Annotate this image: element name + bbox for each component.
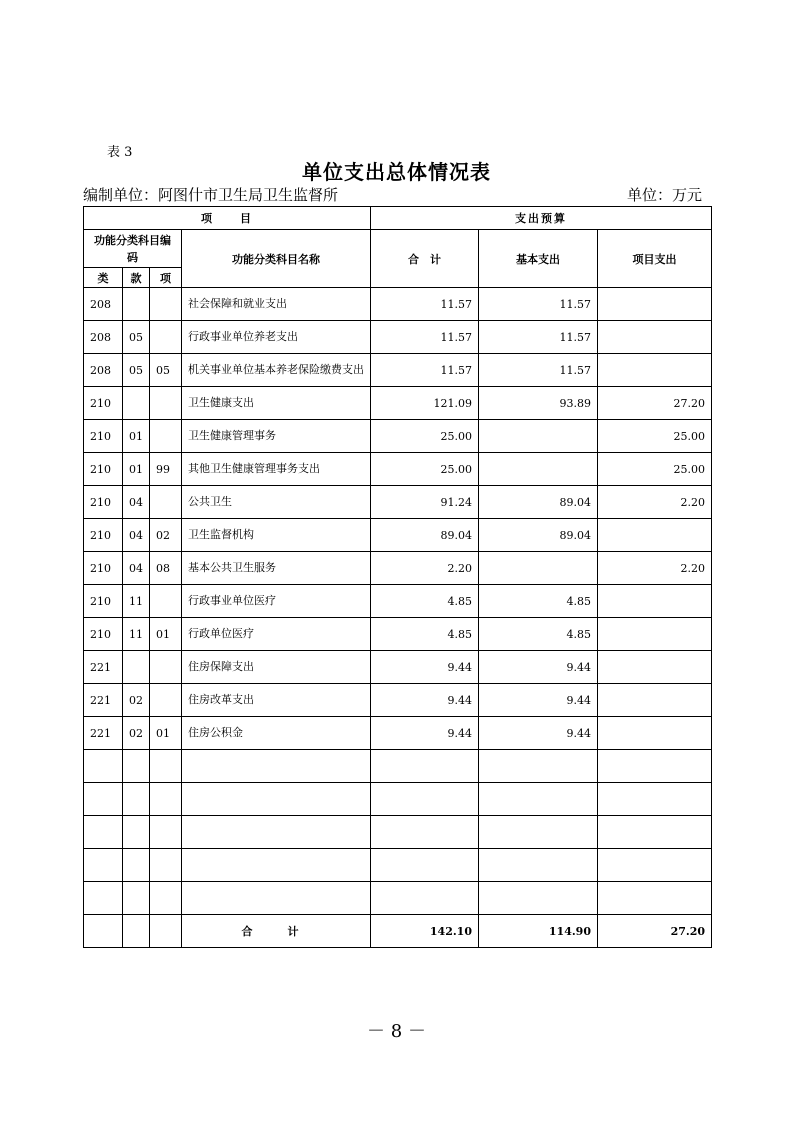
cell-total [371, 882, 479, 915]
cell-project [598, 750, 712, 783]
cell-basic [479, 750, 598, 783]
cell-item-name [182, 882, 371, 915]
cell-project [598, 882, 712, 915]
table-row [84, 486, 712, 519]
table-row [84, 288, 712, 321]
cell-lei: 210 [84, 387, 123, 420]
cell-kuan [123, 849, 150, 882]
cell-lei: 221 [84, 717, 123, 750]
totals-project: 27.20 [598, 915, 712, 948]
cell-item-name [182, 783, 371, 816]
cell-empty [150, 915, 182, 948]
cell-basic [479, 849, 598, 882]
cell-project: 25.00 [598, 453, 712, 486]
cell-basic: 4.85 [479, 618, 598, 651]
cell-item-name: 行政单位医疗 [182, 618, 371, 651]
cell-kuan: 01 [123, 453, 150, 486]
cell-project [598, 783, 712, 816]
cell-project [598, 651, 712, 684]
cell-kuan: 05 [123, 321, 150, 354]
cell-xiang [150, 420, 182, 453]
header-row-1 [84, 207, 712, 230]
cell-project [598, 618, 712, 651]
cell-kuan: 04 [123, 552, 150, 585]
cell-item-name [182, 816, 371, 849]
cell-basic: 11.57 [479, 288, 598, 321]
table-row [84, 387, 712, 420]
cell-project [598, 816, 712, 849]
cell-lei: 210 [84, 585, 123, 618]
cell-project [598, 684, 712, 717]
table-row [84, 684, 712, 717]
cell-xiang [150, 816, 182, 849]
cell-project: 2.20 [598, 552, 712, 585]
table-row [84, 849, 712, 882]
cell-total: 89.04 [371, 519, 479, 552]
cell-project: 27.20 [598, 387, 712, 420]
cell-xiang: 01 [150, 717, 182, 750]
table-row [84, 816, 712, 849]
table-row [84, 552, 712, 585]
cell-item-name [182, 750, 371, 783]
totals-row [84, 915, 712, 948]
cell-empty [84, 915, 123, 948]
document-title: 单位支出总体情况表 [302, 160, 491, 184]
cell-kuan: 11 [123, 618, 150, 651]
cell-lei: 210 [84, 453, 123, 486]
cell-basic [479, 552, 598, 585]
cell-total: 11.57 [371, 288, 479, 321]
cell-total [371, 783, 479, 816]
cell-kuan [123, 816, 150, 849]
cell-lei [84, 783, 123, 816]
cell-project [598, 585, 712, 618]
cell-lei: 208 [84, 288, 123, 321]
table-row [84, 420, 712, 453]
table-row [84, 882, 712, 915]
cell-project: 25.00 [598, 420, 712, 453]
cell-project [598, 288, 712, 321]
cell-xiang [150, 750, 182, 783]
cell-total: 9.44 [371, 684, 479, 717]
cell-kuan: 02 [123, 684, 150, 717]
cell-project: 2.20 [598, 486, 712, 519]
cell-xiang [150, 849, 182, 882]
totals-basic: 114.90 [479, 915, 598, 948]
cell-lei [84, 750, 123, 783]
cell-item-name: 卫生监督机构 [182, 519, 371, 552]
cell-kuan [123, 882, 150, 915]
cell-basic: 9.44 [479, 651, 598, 684]
cell-xiang [150, 321, 182, 354]
cell-xiang: 99 [150, 453, 182, 486]
cell-total: 25.00 [371, 420, 479, 453]
cell-item-name: 卫生健康支出 [182, 387, 371, 420]
cell-xiang [150, 684, 182, 717]
header-name: 功能分类科目名称 [182, 230, 371, 288]
currency-unit: 单位：万元 [626, 186, 702, 204]
header-code-group: 功能分类科目编码 [84, 230, 182, 268]
header-basic: 基本支出 [479, 230, 598, 288]
cell-xiang [150, 651, 182, 684]
cell-item-name: 社会保障和就业支出 [182, 288, 371, 321]
expenditure-table [83, 206, 712, 948]
cell-kuan [123, 387, 150, 420]
cell-kuan [123, 750, 150, 783]
cell-lei: 210 [84, 519, 123, 552]
table-row [84, 519, 712, 552]
cell-basic [479, 783, 598, 816]
cell-kuan: 05 [123, 354, 150, 387]
cell-total [371, 849, 479, 882]
cell-xiang: 05 [150, 354, 182, 387]
cell-lei: 221 [84, 651, 123, 684]
cell-kuan: 04 [123, 519, 150, 552]
cell-item-name: 住房公积金 [182, 717, 371, 750]
header-budget: 支出预算 [371, 207, 712, 230]
cell-kuan: 01 [123, 420, 150, 453]
cell-total: 11.57 [371, 321, 479, 354]
page-number: － 8 － [367, 1021, 426, 1042]
cell-project [598, 849, 712, 882]
cell-xiang [150, 288, 182, 321]
cell-lei: 221 [84, 684, 123, 717]
cell-basic: 89.04 [479, 486, 598, 519]
cell-kuan [123, 783, 150, 816]
table-row [84, 453, 712, 486]
table-row [84, 354, 712, 387]
cell-basic: 93.89 [479, 387, 598, 420]
cell-basic [479, 882, 598, 915]
cell-item-name: 其他卫生健康管理事务支出 [182, 453, 371, 486]
table-row [84, 783, 712, 816]
cell-total: 2.20 [371, 552, 479, 585]
cell-basic [479, 816, 598, 849]
compiling-unit: 编制单位：阿图什市卫生局卫生监督所 [83, 186, 339, 204]
cell-item-name: 公共卫生 [182, 486, 371, 519]
cell-project [598, 717, 712, 750]
cell-basic: 11.57 [479, 354, 598, 387]
cell-xiang: 02 [150, 519, 182, 552]
cell-total [371, 816, 479, 849]
cell-xiang [150, 585, 182, 618]
cell-total: 25.00 [371, 453, 479, 486]
cell-xiang: 08 [150, 552, 182, 585]
header-total: 合 计 [371, 230, 479, 288]
cell-item-name: 卫生健康管理事务 [182, 420, 371, 453]
cell-total: 4.85 [371, 618, 479, 651]
cell-kuan: 02 [123, 717, 150, 750]
cell-lei: 210 [84, 486, 123, 519]
cell-lei: 208 [84, 321, 123, 354]
cell-project [598, 321, 712, 354]
cell-xiang [150, 486, 182, 519]
header-row-2 [84, 230, 712, 268]
cell-xiang: 01 [150, 618, 182, 651]
cell-basic: 11.57 [479, 321, 598, 354]
cell-basic: 4.85 [479, 585, 598, 618]
cell-empty [123, 915, 150, 948]
cell-lei: 208 [84, 354, 123, 387]
cell-item-name: 行政事业单位医疗 [182, 585, 371, 618]
cell-basic [479, 420, 598, 453]
cell-total: 11.57 [371, 354, 479, 387]
table-row [84, 651, 712, 684]
table-row [84, 585, 712, 618]
cell-kuan: 04 [123, 486, 150, 519]
cell-lei: 210 [84, 420, 123, 453]
cell-total: 121.09 [371, 387, 479, 420]
header-xiang: 项 [150, 268, 182, 288]
cell-basic: 9.44 [479, 717, 598, 750]
cell-project [598, 519, 712, 552]
cell-item-name [182, 849, 371, 882]
cell-basic [479, 453, 598, 486]
cell-xiang [150, 882, 182, 915]
table-number: 表 3 [107, 145, 133, 160]
cell-item-name: 机关事业单位基本养老保险缴费支出 [182, 354, 371, 387]
cell-lei [84, 816, 123, 849]
cell-lei: 210 [84, 618, 123, 651]
totals-total: 142.10 [371, 915, 479, 948]
cell-lei [84, 849, 123, 882]
header-kuan: 款 [123, 268, 150, 288]
cell-total [371, 750, 479, 783]
table-row [84, 321, 712, 354]
cell-item-name: 基本公共卫生服务 [182, 552, 371, 585]
cell-xiang [150, 783, 182, 816]
cell-basic: 89.04 [479, 519, 598, 552]
header-lei: 类 [84, 268, 123, 288]
cell-total: 4.85 [371, 585, 479, 618]
cell-item-name: 行政事业单位养老支出 [182, 321, 371, 354]
cell-project [598, 354, 712, 387]
cell-total: 9.44 [371, 717, 479, 750]
header-project-expenditure: 项目支出 [598, 230, 712, 288]
cell-kuan: 11 [123, 585, 150, 618]
table-row [84, 750, 712, 783]
totals-label: 合 计 [182, 915, 371, 948]
cell-item-name: 住房保障支出 [182, 651, 371, 684]
cell-kuan [123, 651, 150, 684]
cell-lei [84, 882, 123, 915]
cell-lei: 210 [84, 552, 123, 585]
table-row [84, 717, 712, 750]
cell-total: 91.24 [371, 486, 479, 519]
cell-item-name: 住房改革支出 [182, 684, 371, 717]
cell-kuan [123, 288, 150, 321]
cell-basic: 9.44 [479, 684, 598, 717]
cell-xiang [150, 387, 182, 420]
table-row [84, 618, 712, 651]
header-project: 项 目 [84, 207, 371, 230]
cell-total: 9.44 [371, 651, 479, 684]
